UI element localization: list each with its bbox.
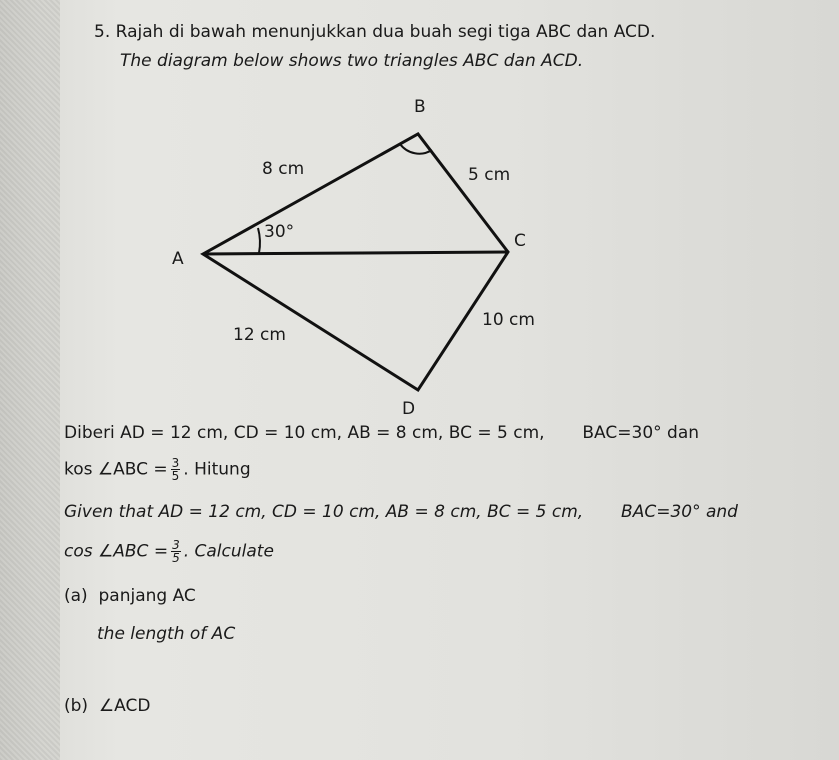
fraction-3-5: $\frac{3}{5}$ xyxy=(171,456,180,483)
label-angle-30: 30° xyxy=(264,222,295,242)
diagonal-ac xyxy=(203,252,508,254)
given-malay-line2: kos ∠ABC = $\frac{3}{5}$ . Hitung xyxy=(64,456,251,483)
label-a: A xyxy=(172,249,184,269)
given-english-line2: cos ∠ABC = $\frac{3}{5}$ . Calculate xyxy=(64,538,274,565)
label-length-ab: 8 cm xyxy=(262,159,305,179)
fraction-3-5-en: $\frac{3}{5}$ xyxy=(172,538,180,565)
question-stem-english: The diagram below shows two triangles ABC dan ACD. xyxy=(120,51,584,71)
part-b: (b) ∠ACD xyxy=(64,696,151,716)
angle-arc-bac xyxy=(258,228,260,253)
question-stem-malay: 5. Rajah di bawah menunjukkan dua buah segi tiga ABC dan ACD. xyxy=(94,22,656,42)
label-c: C xyxy=(514,231,526,251)
label-length-cd: 10 cm xyxy=(482,310,535,330)
label-length-ad: 12 cm xyxy=(233,325,286,345)
label-b: B xyxy=(414,97,426,117)
label-length-bc: 5 cm xyxy=(468,165,511,185)
part-a-english: the length of AC xyxy=(97,624,236,644)
part-a-malay: (a) panjang AC xyxy=(64,586,196,606)
label-d: D xyxy=(402,399,416,419)
given-english-line1: Given that AD = 12 cm, CD = 10 cm, AB = 8 cm, BC = 5 cm, BAC=30° and xyxy=(64,502,738,522)
given-malay-line1: Diberi AD = 12 cm, CD = 10 cm, AB = 8 cm, BC = 5 cm, BAC=30° dan xyxy=(64,423,700,443)
